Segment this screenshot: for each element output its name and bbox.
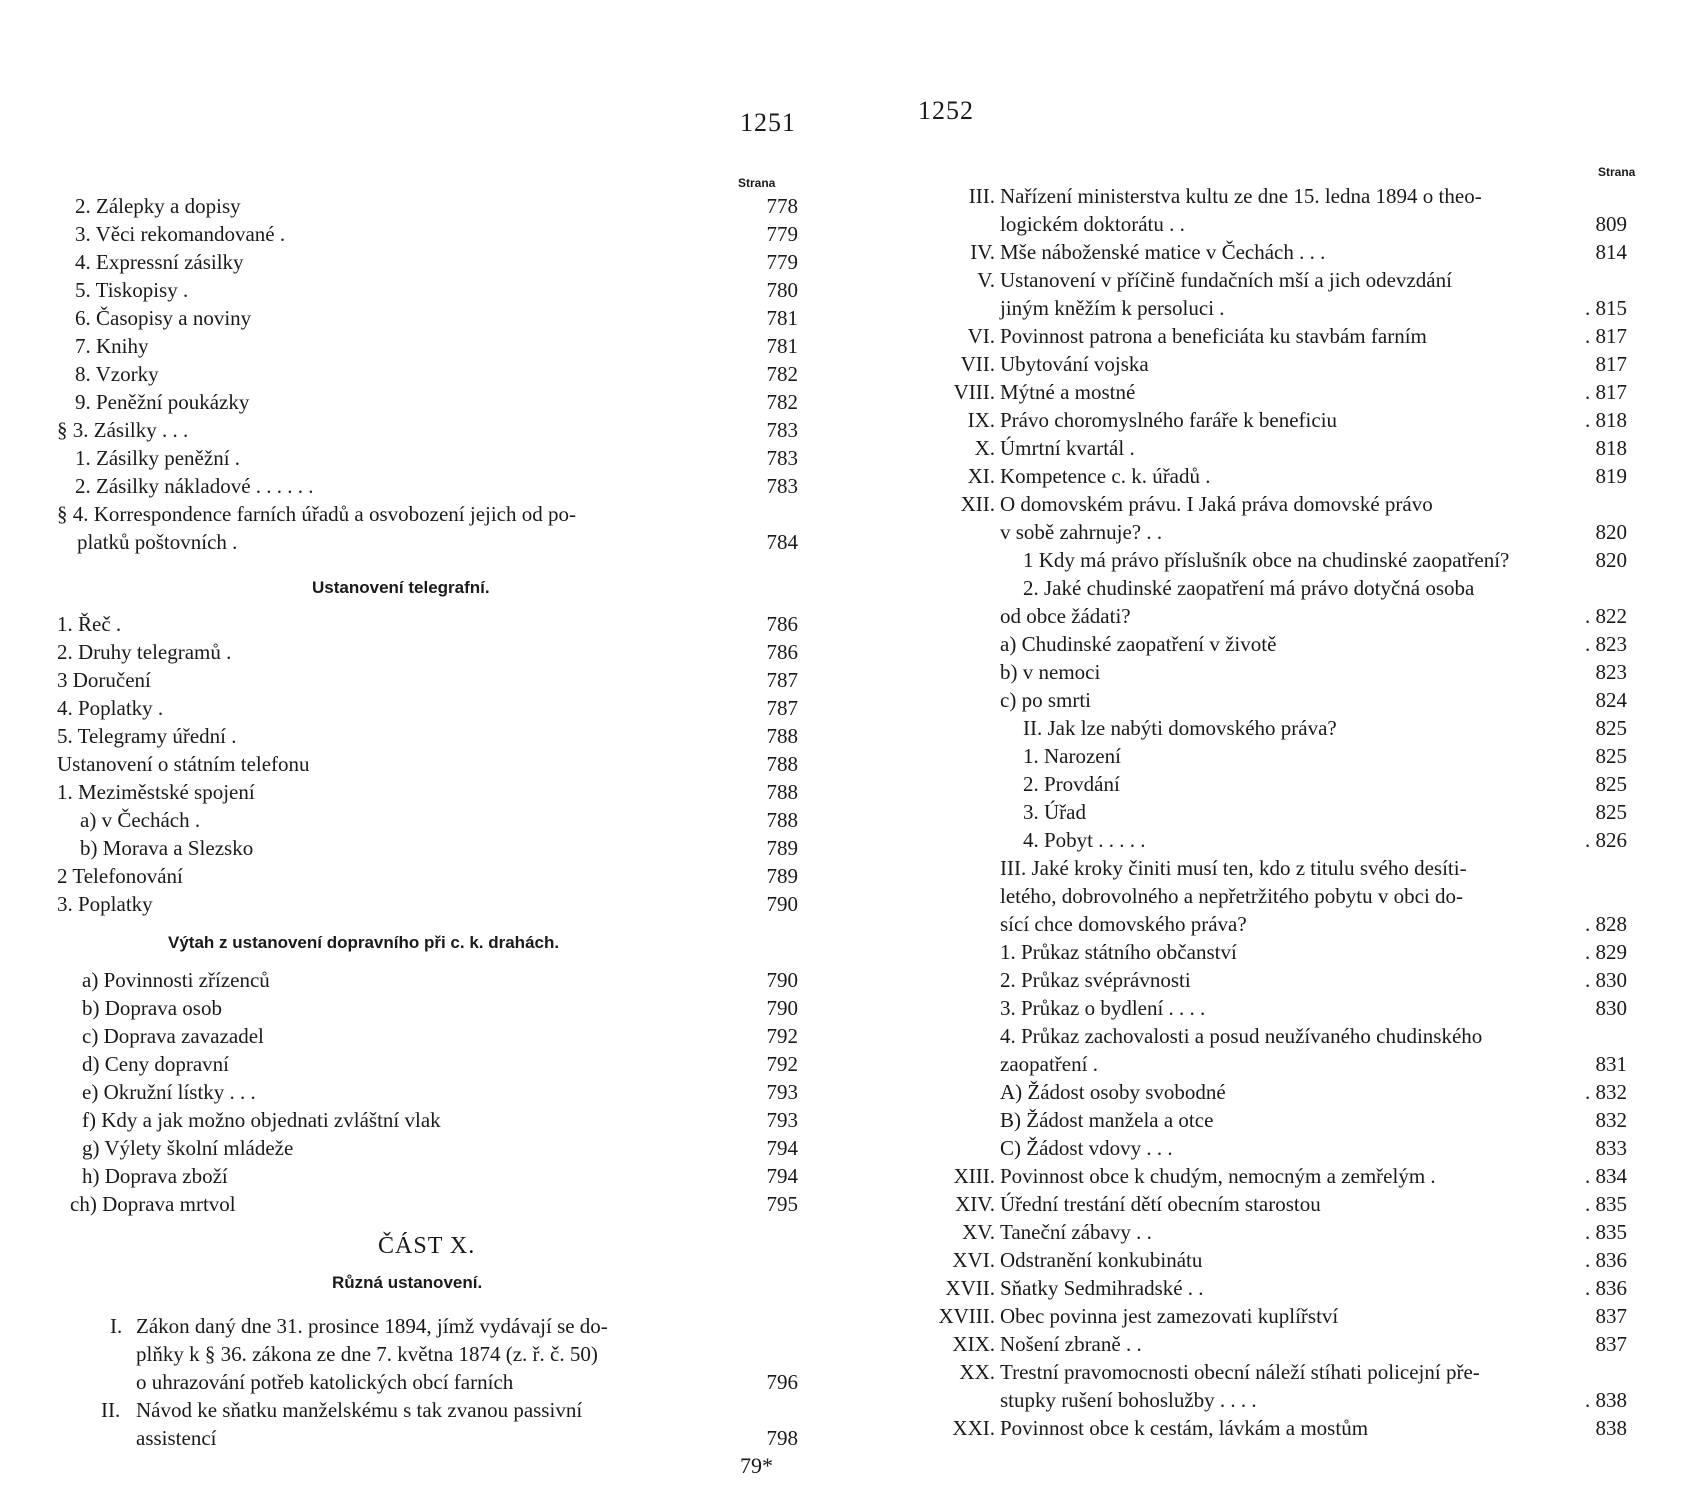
entry-title: Nošení zbraně . . [1000,1332,1142,1356]
toc-entry [0,220,800,248]
page-reference: . 835 [1585,1220,1627,1244]
entry-roman: II. [101,1398,121,1422]
toc-entry [0,1022,800,1050]
page-reference: . 838 [1585,1388,1627,1412]
toc-entry [880,714,1680,742]
entry-title-line: o uhrazování potřeb katolických obcí farních [136,1370,514,1394]
toc-entry [0,472,800,500]
toc-entry [0,192,800,220]
entry-title: 5. Tiskopisy . [75,278,189,302]
column-header: Strana [1598,165,1636,179]
entry-title: Úřední trestání dětí obecním starostou [1000,1192,1321,1216]
page-reference: 798 [766,1426,798,1450]
page-reference: 779 [766,222,798,246]
entry-roman: XIV. [955,1192,995,1216]
page-reference: 795 [766,1192,798,1216]
toc-entry [880,602,1680,630]
entry-title: b) v nemoci [1000,660,1101,684]
toc-entry [880,938,1680,966]
toc-entry [0,332,800,360]
entry-title: Povinnost obce k cestám, lávkám a mostům [1000,1416,1369,1440]
entry-title: od obce žádati? [1000,604,1131,628]
toc-entry [0,1106,800,1134]
entry-title: C) Žádost vdovy . . . [1000,1136,1173,1160]
entry-title: Taneční zábavy . . [1000,1220,1152,1244]
toc-entry [880,350,1680,378]
entry-title: O domovském právu. I Jaká práva domovské právo [1000,492,1433,516]
toc-entry [0,276,800,304]
entry-roman: X. [974,436,995,460]
toc-entry [880,406,1680,434]
page-reference: 792 [766,1052,798,1076]
entry-title: II. Jak lze nabýti domovského práva? [1023,716,1337,740]
toc-entry [0,638,800,666]
page-reference: 833 [1595,1136,1627,1160]
page-reference: . 822 [1585,604,1627,628]
page-reference: 825 [1595,744,1627,768]
entry-title: 1 Kdy má právo příslušník obce na chudinské zaopatření? [1023,548,1510,572]
entry-title: b) Morava a Slezsko [80,836,254,860]
page-reference: 783 [766,446,798,470]
toc-entry [0,806,800,834]
page-reference: 825 [1595,772,1627,796]
column-header: Strana [738,176,776,190]
entry-title: Úmrtní kvartál . [1000,436,1135,460]
toc-entry [0,444,800,472]
entry-title: logickém doktorátu . . [1000,212,1185,236]
entry-title: b) Doprava osob [82,996,222,1020]
toc-entry [880,630,1680,658]
entry-title: 9. Peněžní poukázky [75,390,250,414]
entry-title: c) Doprava zavazadel [82,1024,264,1048]
entry-title: § 4. Korrespondence farních úřadů a osvobození jejich od po- [57,502,576,526]
toc-entry [0,834,800,862]
entry-title: 2. Jaké chudinské zaopatření má právo dotyčná osoba [1023,576,1475,600]
entry-title: 3 Doručení [57,668,151,692]
toc-entry [0,1078,800,1106]
toc-entry [880,1218,1680,1246]
entry-roman: VI. [967,324,995,348]
entry-title: f) Kdy a jak možno objednati zvláštní vlak [82,1108,441,1132]
entry-title: sící chce domovského práva? [1000,912,1247,936]
page-reference: . 836 [1585,1248,1627,1272]
page-reference: 789 [766,836,798,860]
toc-entry [880,742,1680,770]
entry-title: 1. Narození [1023,744,1121,768]
entry-title: 5. Telegramy úřední . [57,724,237,748]
toc-entry [880,378,1680,406]
toc-entry [0,248,800,276]
entry-title: zaopatření . [1000,1052,1098,1076]
entry-title: g) Výlety školní mládeže [82,1136,294,1160]
page-reference: 823 [1595,660,1627,684]
entry-title: Obec povinna jest zamezovati kuplířství [1000,1304,1339,1328]
toc-entry [880,1414,1680,1442]
entry-title-line: plňky k § 36. zákona ze dne 7. května 1874 (z. ř. č. 50) [136,1342,598,1366]
page-reference: . 832 [1585,1080,1627,1104]
entry-title: 2 Telefonování [57,864,183,888]
toc-entry [880,686,1680,714]
entry-title: c) po smrti [1000,688,1091,712]
page-reference: 792 [766,1024,798,1048]
left-page [0,0,820,1500]
page-reference: 781 [766,334,798,358]
page-reference: 837 [1595,1332,1627,1356]
toc-entry [0,1162,800,1190]
page-reference: 780 [766,278,798,302]
toc-entry [880,1162,1680,1190]
entry-roman: I. [110,1314,123,1338]
entry-title: 3. Poplatky [57,892,153,916]
page-reference: 778 [766,194,798,218]
page-reference: 817 [1595,352,1627,376]
part-title: ČÁST X. [378,1233,476,1259]
page-reference: . 836 [1585,1276,1627,1300]
toc-entry [0,994,800,1022]
entry-title: 2. Zálepky a dopisy [75,194,241,218]
entry-title: A) Žádost osoby svobodné [1000,1080,1226,1104]
entry-title: § 3. Zásilky . . . [57,418,189,442]
toc-entry [0,890,800,918]
entry-title: Ustanovení o státním telefonu [57,752,310,776]
page-reference: . 835 [1585,1192,1627,1216]
page-reference: 794 [766,1164,798,1188]
entry-title: stupky rušení bohoslužby . . . . [1000,1388,1257,1412]
page-reference: . 834 [1585,1164,1627,1188]
entry-title: Ubytování vojska [1000,352,1149,376]
page-reference: . 817 [1585,380,1627,404]
page-reference: 782 [766,390,798,414]
page-reference: 783 [766,474,798,498]
toc-entry [0,360,800,388]
toc-entry [0,1050,800,1078]
toc-entry [0,500,800,528]
toc-entry [0,778,800,806]
page-reference: 831 [1595,1052,1627,1076]
page-reference: 788 [766,808,798,832]
entry-roman: XVIII. [938,1304,995,1328]
page-reference: 809 [1595,212,1627,236]
toc-entry [880,1274,1680,1302]
entry-title: Ustanovení v příčině fundačních mší a jich odevzdání [1000,268,1452,292]
toc-entry [880,910,1680,938]
page-reference: 814 [1595,240,1627,264]
part-subtitle: Různá ustanovení. [332,1273,483,1292]
page-reference: . 826 [1585,828,1627,852]
toc-entry [880,238,1680,266]
toc-entry [880,462,1680,490]
toc-entry [880,434,1680,462]
page-number: 1252 [918,96,974,125]
entry-title: 2. Provdání [1023,772,1120,796]
entry-roman: IV. [970,240,995,264]
toc-entry [880,770,1680,798]
page-reference: 838 [1595,1416,1627,1440]
toc-entry [880,854,1680,882]
toc-entry [880,490,1680,518]
page-reference: 819 [1595,464,1627,488]
entry-title: Povinnost patrona a beneficiáta ku stavbám farním [1000,324,1427,348]
entry-title: letého, dobrovolného a nepřetržitého pobytu v obci do- [1000,884,1464,908]
page-reference: 786 [766,640,798,664]
entry-title: 1. Zásilky peněžní . [75,446,241,470]
entry-title: 1. Řeč . [57,612,122,636]
page-reference: . 817 [1585,324,1627,348]
entry-title: Povinnost obce k chudým, nemocným a zemřelým . [1000,1164,1436,1188]
entry-roman: XI. [967,464,995,488]
entry-title: Nařízení ministerstva kultu ze dne 15. ledna 1894 o theo- [1000,184,1482,208]
page-reference: 784 [766,530,798,554]
entry-title: 4. Poplatky . [57,696,164,720]
toc-entry [880,798,1680,826]
page-reference: . 829 [1585,940,1627,964]
section-heading-telegraph: Ustanovení telegrafní. [312,578,490,597]
toc-entry [880,1386,1680,1414]
entry-roman: V. [977,268,995,292]
toc-entry [880,966,1680,994]
entry-title: Mše náboženské matice v Čechách . . . [1000,240,1326,264]
page-reference: 794 [766,1136,798,1160]
entry-title: 6. Časopisy a noviny [75,306,252,330]
toc-entry [880,1050,1680,1078]
entry-roman: VIII. [953,380,995,404]
toc-entry [880,266,1680,294]
entry-roman: XVI. [952,1248,995,1272]
page-reference: 787 [766,696,798,720]
toc-entry [880,574,1680,602]
entry-roman: IX. [967,408,995,432]
toc-entry [0,966,800,994]
entry-title: h) Doprava zboží [82,1164,228,1188]
page-reference: 790 [766,892,798,916]
toc-entry [0,528,800,556]
page-number: 1251 [740,108,796,137]
page-reference: 781 [766,306,798,330]
toc-entry [880,518,1680,546]
page-reference: . 823 [1585,632,1627,656]
entry-roman: XV. [962,1220,995,1244]
entry-title: 2. Druhy telegramů . [57,640,232,664]
page-reference: 825 [1595,716,1627,740]
entry-title: ch) Doprava mrtvol [70,1192,236,1216]
page-reference: 790 [766,968,798,992]
page-reference: 837 [1595,1304,1627,1328]
entry-title: 7. Knihy [75,334,149,358]
entry-title: v sobě zahrnuje? . . [1000,520,1163,544]
signature-mark: 79* [740,1453,773,1478]
entry-title: 1. Průkaz státního občanství [1000,940,1237,964]
toc-entry [0,416,800,444]
entry-title: a) Povinnosti zřízenců [82,968,270,992]
page-reference: 779 [766,250,798,274]
toc-entry [880,1106,1680,1134]
entry-title-line: Zákon daný dne 31. prosince 1894, jímž vydávají se do- [136,1314,608,1338]
page-reference: . 830 [1585,968,1627,992]
entry-title: 4. Pobyt . . . . . [1023,828,1146,852]
toc-entry [880,1078,1680,1106]
entry-title: 2. Zásilky nákladové . . . . . . [75,474,314,498]
toc-entry [0,694,800,722]
toc-entry [880,1358,1680,1386]
entry-title: a) v Čechách . [80,808,201,832]
page-reference: . 828 [1585,912,1627,936]
entry-roman: XVII. [945,1276,995,1300]
entry-roman: III. [968,184,995,208]
page-reference: 793 [766,1080,798,1104]
toc-entry [880,1330,1680,1358]
toc-entry [0,304,800,332]
entry-title: 3. Věci rekomandované . [75,222,286,246]
toc-entry [880,826,1680,854]
entry-title: 8. Vzorky [75,362,159,386]
toc-entry [0,722,800,750]
toc-entry [880,1246,1680,1274]
entry-title: Sňatky Sedmihradské . . [1000,1276,1204,1300]
toc-entry [880,546,1680,574]
entry-title: platků poštovních . [77,530,238,554]
entry-title: 4. Expressní zásilky [75,250,244,274]
toc-entry [0,750,800,778]
entry-title: 3. Průkaz o bydlení . . . . [1000,996,1206,1020]
entry-title: a) Chudinské zaopatření v životě [1000,632,1277,656]
toc-entry [880,294,1680,322]
entry-roman: VII. [960,352,995,376]
page-reference: 782 [766,362,798,386]
page-reference: 818 [1595,436,1627,460]
entry-roman: XX. [959,1360,995,1384]
entry-title: 3. Úřad [1023,800,1086,824]
page-reference: 820 [1595,548,1627,572]
page-reference: 788 [766,752,798,776]
toc-entry [880,1302,1680,1330]
entry-title: III. Jaké kroky činiti musí ten, kdo z titulu svého desíti- [1000,856,1467,880]
toc-entry [880,994,1680,1022]
toc-entry [880,1190,1680,1218]
entry-roman: XIII. [953,1164,995,1188]
toc-entry [880,882,1680,910]
page-reference: 796 [766,1370,798,1394]
page-reference: . 818 [1585,408,1627,432]
page-reference: 783 [766,418,798,442]
right-page [880,0,1700,1500]
entry-title-line: Návod ke sňatku manželskému s tak zvanou passivní [136,1398,583,1422]
page-reference: . 815 [1585,296,1627,320]
entry-title: d) Ceny dopravní [82,1052,229,1076]
section-heading-railway: Výtah z ustanovení dopravního při c. k. drahách. [168,933,560,952]
toc-entry [880,210,1680,238]
page-reference: 824 [1595,688,1627,712]
page-reference: 793 [766,1108,798,1132]
toc-entry [880,182,1680,210]
page-reference: 786 [766,612,798,636]
page-reference: 788 [766,724,798,748]
entry-title: Mýtné a mostné [1000,380,1136,404]
entry-title: Odstranění konkubinátu [1000,1248,1203,1272]
entry-title: e) Okružní lístky . . . [82,1080,256,1104]
entry-title: B) Žádost manžela a otce [1000,1108,1214,1132]
toc-entry [0,610,800,638]
entry-title: 1. Meziměstské spojení [57,780,255,804]
entry-roman: XIX. [952,1332,995,1356]
entry-title: 4. Průkaz zachovalosti a posud neužívaného chudinského [1000,1024,1483,1048]
toc-entry [0,1190,800,1218]
toc-entry [0,862,800,890]
entry-title: Kompetence c. k. úřadů . [1000,464,1211,488]
toc-entry [880,1134,1680,1162]
page-reference: 830 [1595,996,1627,1020]
toc-entry [0,666,800,694]
page-reference: 820 [1595,520,1627,544]
page-reference: 788 [766,780,798,804]
entry-title: Trestní pravomocnosti obecní náleží stíhati policejní pře- [1000,1360,1480,1384]
entry-roman: XXI. [952,1416,995,1440]
page-reference: 825 [1595,800,1627,824]
entry-title: jiným kněžím k persoluci . [1000,296,1225,320]
toc-entry [880,322,1680,350]
toc-entry [0,388,800,416]
toc-entry [880,658,1680,686]
entry-title: 2. Průkaz svéprávnosti [1000,968,1191,992]
toc-entry [880,1022,1680,1050]
page-reference: 790 [766,996,798,1020]
page-reference: 832 [1595,1108,1627,1132]
entry-title: Právo choromyslného faráře k beneficiu [1000,408,1338,432]
page-reference: 787 [766,668,798,692]
entry-roman: XII. [960,492,995,516]
entry-title-line: assistencí [136,1426,217,1450]
toc-entry [0,1134,800,1162]
page-reference: 789 [766,864,798,888]
